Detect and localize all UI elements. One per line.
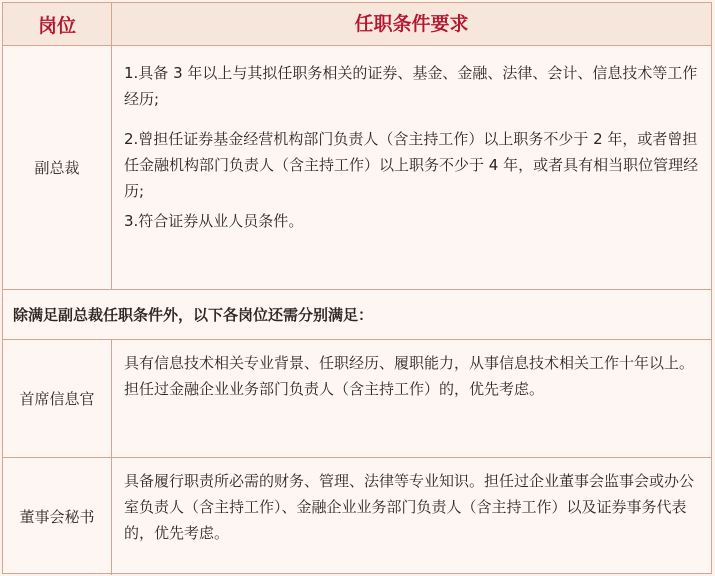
table-row-vice-president (3, 45, 711, 289)
position-cell: 副总裁 (3, 46, 112, 289)
note-text: 除满足副总裁任职条件外，以下各岗位还需分别满足： (13, 306, 374, 324)
requirement-item-3: 3.符合证券从业人员条件。 (124, 212, 304, 230)
table-row-note (3, 289, 711, 339)
table-header-row (3, 3, 711, 45)
table-row-cio (3, 339, 711, 457)
position-cell: 首席信息官 (3, 340, 112, 457)
table-row-board-secretary (3, 457, 711, 575)
header-position: 岗位 (3, 3, 112, 45)
requirements-cell: 具备履行职责所必需的财务、管理、法律等专业知识。担任过企业董事会监事会或办公室负责人（含主持工作）、金融企业业务部门负责人（含主持工作）以及证券事务代表的，优先考虑。 (124, 472, 695, 542)
requirement-item-2: 2.曾担任证券基金经营机构部门负责人（含主持工作）以上职务不少于 2 年，或者曾担任金融机构部门负责人（含主持工作）以上职务不少于 4 年，或者具有相当职位管理经历; (124, 130, 699, 200)
requirements-cell (112, 46, 711, 289)
requirements-cell: 具有信息技术相关专业背景、任职经历、履职能力，从事信息技术相关工作十年以上。担任过金融企业业务部门负责人（含主持工作）的，优先考虑。 (124, 354, 695, 398)
header-requirements: 任职条件要求 (354, 13, 469, 35)
requirements-table (2, 2, 712, 574)
requirement-item-1: 1.具备 3 年以上与其拟任职务相关的证券、基金、金融、法律、会计、信息技术等工作经历; (124, 64, 698, 108)
position-cell: 董事会秘书 (3, 458, 112, 575)
